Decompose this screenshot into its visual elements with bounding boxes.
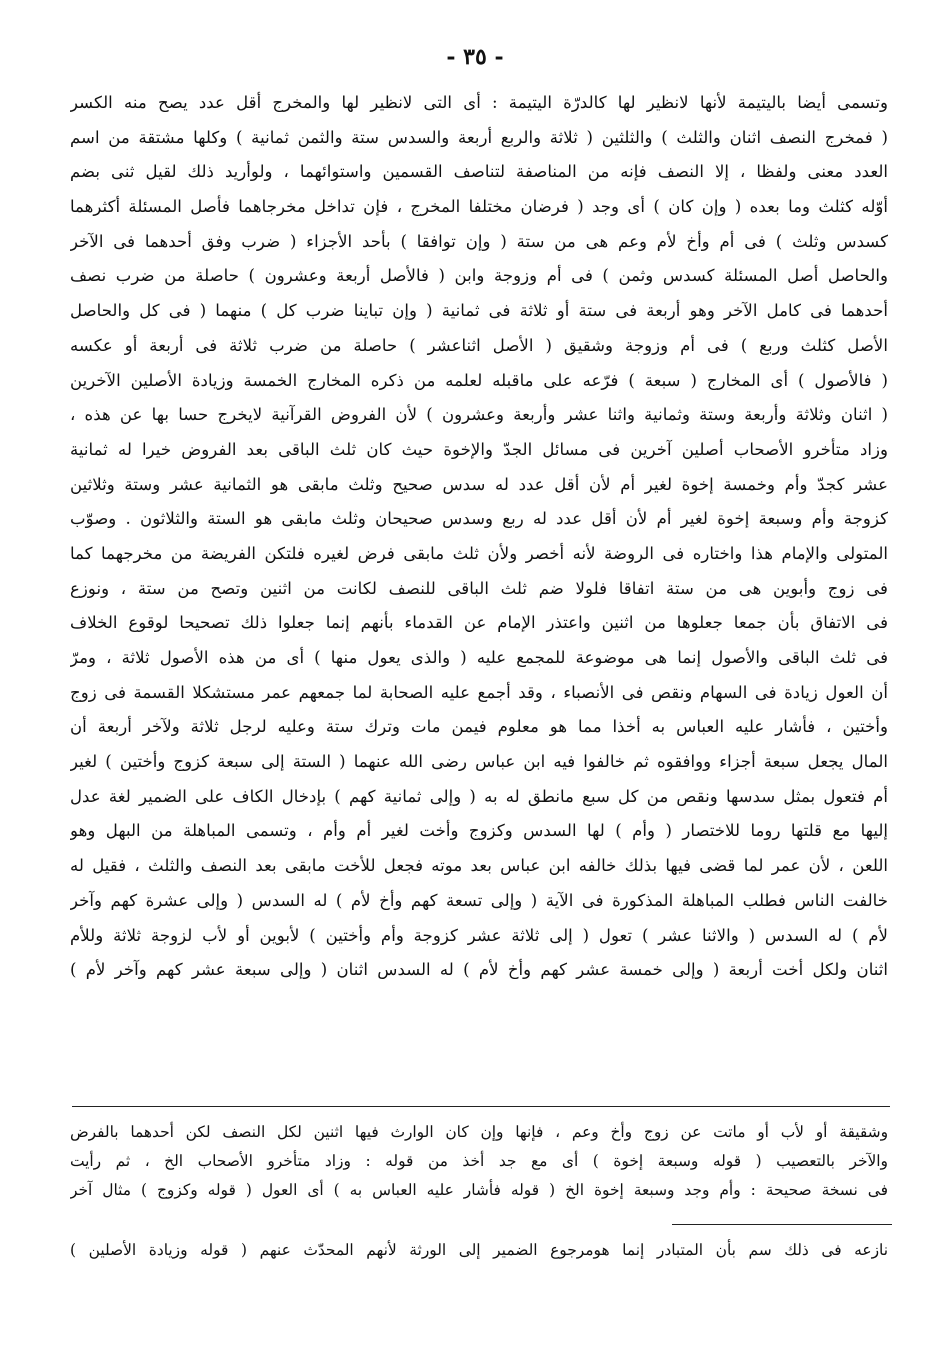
main-text-body (70, 86, 888, 988)
text-line: كسدس وثلث ) فى أم وأخ لأم وعم هى من ستة ( وإن توافقا ) بأحد الأجزاء ( ضرب وفق أحدهما فى الآخر (70, 231, 888, 251)
text-line: أم فتعول بمثل سدسها ونقص من كل سبع مانطق له به ( وإلى ثمانية كهم ) بإدخال الكاف على الضمير لغة عدل (70, 786, 888, 806)
text-line: إليها مع قلتها روما للاختصار ( وأم ) لها السدس وكزوج وأخت لغير أم وأم ، وتسمى المباهلة من البهل وهو (70, 821, 888, 841)
text-line: فى ثلث الباقى والأصول إنما هى موضوعة للمجمع عليه ( والذى يعول منها ) أى من هذه الأصول ثلاثة ، ومرّ (70, 648, 888, 667)
footnote-line: والآخر بالتعصيب ( قوله وسبعة إخوة ) أى مع جد أخذ من قوله : وزاد متأخرو الأصحاب الخ ، ثم رأيت (70, 1152, 888, 1170)
text-line: فى الاتفاق بأن جمعا جعلوها من اثنين واعتذر الإمام عن القدماء بأنهم إنما جعلوا ذلك تصحيحا لوقوع الخلاف (70, 613, 888, 633)
text-line: أن العول زيادة فى السهام ونقص فى الأنصباء ، وقد أجمع عليه الصحابة لما جمعهم عمر مستشكلا القسمة فى زوج (70, 682, 888, 702)
footnote-short-divider (672, 1224, 892, 1225)
text-line: عشر كجدّ وأم وخمسة إخوة لغير أم لأن أقل عدد له سدس صحيح وثلث مابقى هو الثمانية عشر وستة وثلاثين (70, 474, 888, 494)
text-line: كزوجة وأم وسبعة إخوة لغير أم لأن أقل عدد له ربع وسدس صحيحان وثلث مابقى هو الستة والثلاثون . وصوّب (70, 509, 888, 529)
text-line: خالفت الناس فطلب المباهلة المذكورة فى الآية ( وإلى تسعة كهم وأخ لأم ) له السدس ( وإلى عشرة كهم وآخر (70, 890, 888, 910)
text-line: أوّله كثلث وما بعده ( وإن كان ) أى وجد ( فرضان مختلفا المخرج ، فإن تداخل مخرجاهما فأصل المسئلة أكثرهما (70, 197, 888, 217)
footnote-line: وشقيقة أو لأب أو ماتت عن زوج وأخ وعم ، فإنها وإن كان الوارث فيها اثنين لكل النصف لكن أحدهما بالفرض (70, 1123, 888, 1141)
text-line: ( اثنان وثلاثة وأربعة وستة وثمانية واثنا عشر وأربعة وعشرون ) لأن الفروض القرآنية لايخرج حسا بها عن هذه ، (70, 405, 888, 425)
text-line: ( فمخرج النصف اثنان والثلث ) والثلثين ( ثلاثة والربع أربعة والسدس ستة والثمن ثمانية ) وكلها مشتقة من اسم (70, 127, 888, 147)
text-line: والحاصل أصل المسئلة كسدس وثمن ) فى أم وزوجة وابن ( فالأصل أربعة وعشرون ) حاصلة من ضرب نصف (70, 266, 888, 286)
text-line: وتسمى أيضا باليتيمة لأنها لانظير لها كالدرّة اليتيمة : أى التى لانظير لها والمخرج أقل عدد يصح منه الكسر (70, 93, 888, 112)
text-line: المتولى والإمام هذا واختاره فى الروضة لأنه أخصر ولأن ثلث مابقى فرض لغيره فلتكن الفريضة من مخرجهما كما (70, 543, 888, 563)
text-line: الأصل كثلث وربع ) فى أم وزوجة وشقيق ( الأصل اثناعشر ) حاصلة من ضرب ثلاثة فى أربعة أو عكسه (70, 335, 888, 355)
footnote-line: نازعه فى ذلك سم بأن المتبادر إنما هومرجوع الضمير إلى الورثة لأنهم المحدّث عنهم ( قوله وزيادة الأصلين ) (70, 1241, 888, 1259)
text-line: ( فالأصول ) أى المخارج ( سبعة ) فرّعه على ماقبله لعلمه من ذكره المخارج الخمسة وزيادة الأصلين الآخرين (70, 370, 888, 390)
text-line: فى زوج وأبوين هى من ستة اتفاقا فلولا ضم ثلث الباقى للنصف لكانت من اثنين وتصح من ستة ، ونوزع (70, 578, 888, 598)
text-line: المال يجعل سبعة أجزاء ووافقوه ثم خالفوا فيه ابن عباس رضى الله عنهما ( الستة إلى سبعة كزوج وأختين ) لغير (70, 752, 888, 772)
footnote-line: فى نسخة صحيحة : وأم وجد وسبعة إخوة الخ ( قوله فأشار عليه العباس به ) أى العول ( قوله وكزوج ) مثال آخر (70, 1181, 888, 1199)
text-line: وأختين ، فأشار عليه العباس به أخذا مما هو معلوم فيمن مات وترك ستة وعليه لرجل ثلاثة ولآخر أربعة أن (70, 717, 888, 737)
text-line: أحدهما فى كامل الآخر وهو أربعة فى ستة أو ثلاثة فى ثمانية ( وإن تباينا ضرب كل ) منهما ( فى كل والحاصل (70, 301, 888, 321)
footnotes-section (70, 1118, 888, 1205)
text-line: اثنان ولكل أخت أربعة ( وإلى خمسة عشر كهم وأخ لأم ) له السدس اثنان ( وإلى سبعة عشر كهم وآخر لأم ) (70, 960, 888, 980)
text-line: لأم ) له السدس ( والاثنا عشر ) تعول ( إلى ثلاثة عشر كزوجة وأم وأختين ) لأبوين أو لأب لزوجة ثلاثة وللأم (70, 925, 888, 945)
page-number: - ٣٥ - (446, 44, 504, 70)
footnote-divider (72, 1106, 890, 1107)
text-line: العدد معنى ولفظا ، إلا النصف فإنه من المناصفة لتناصف القسمين واستوائهما ، ولوأريد ذلك لقيل ثنى بضم (70, 162, 888, 182)
secondary-footnote (70, 1236, 888, 1265)
text-line: اللعن ، لأن عمر لما قضى فيها بذلك خالفه ابن عباس بعد موته فجعل للأخت مابقى بعد النصف والثلث ، فقيل له (70, 856, 888, 876)
text-line: وزاد متأخرو الأصحاب أصلين آخرين فى مسائل الجدّ والإخوة حيث كان ثلث الباقى بعد الفروض خيرا له ثمانية (70, 439, 888, 459)
